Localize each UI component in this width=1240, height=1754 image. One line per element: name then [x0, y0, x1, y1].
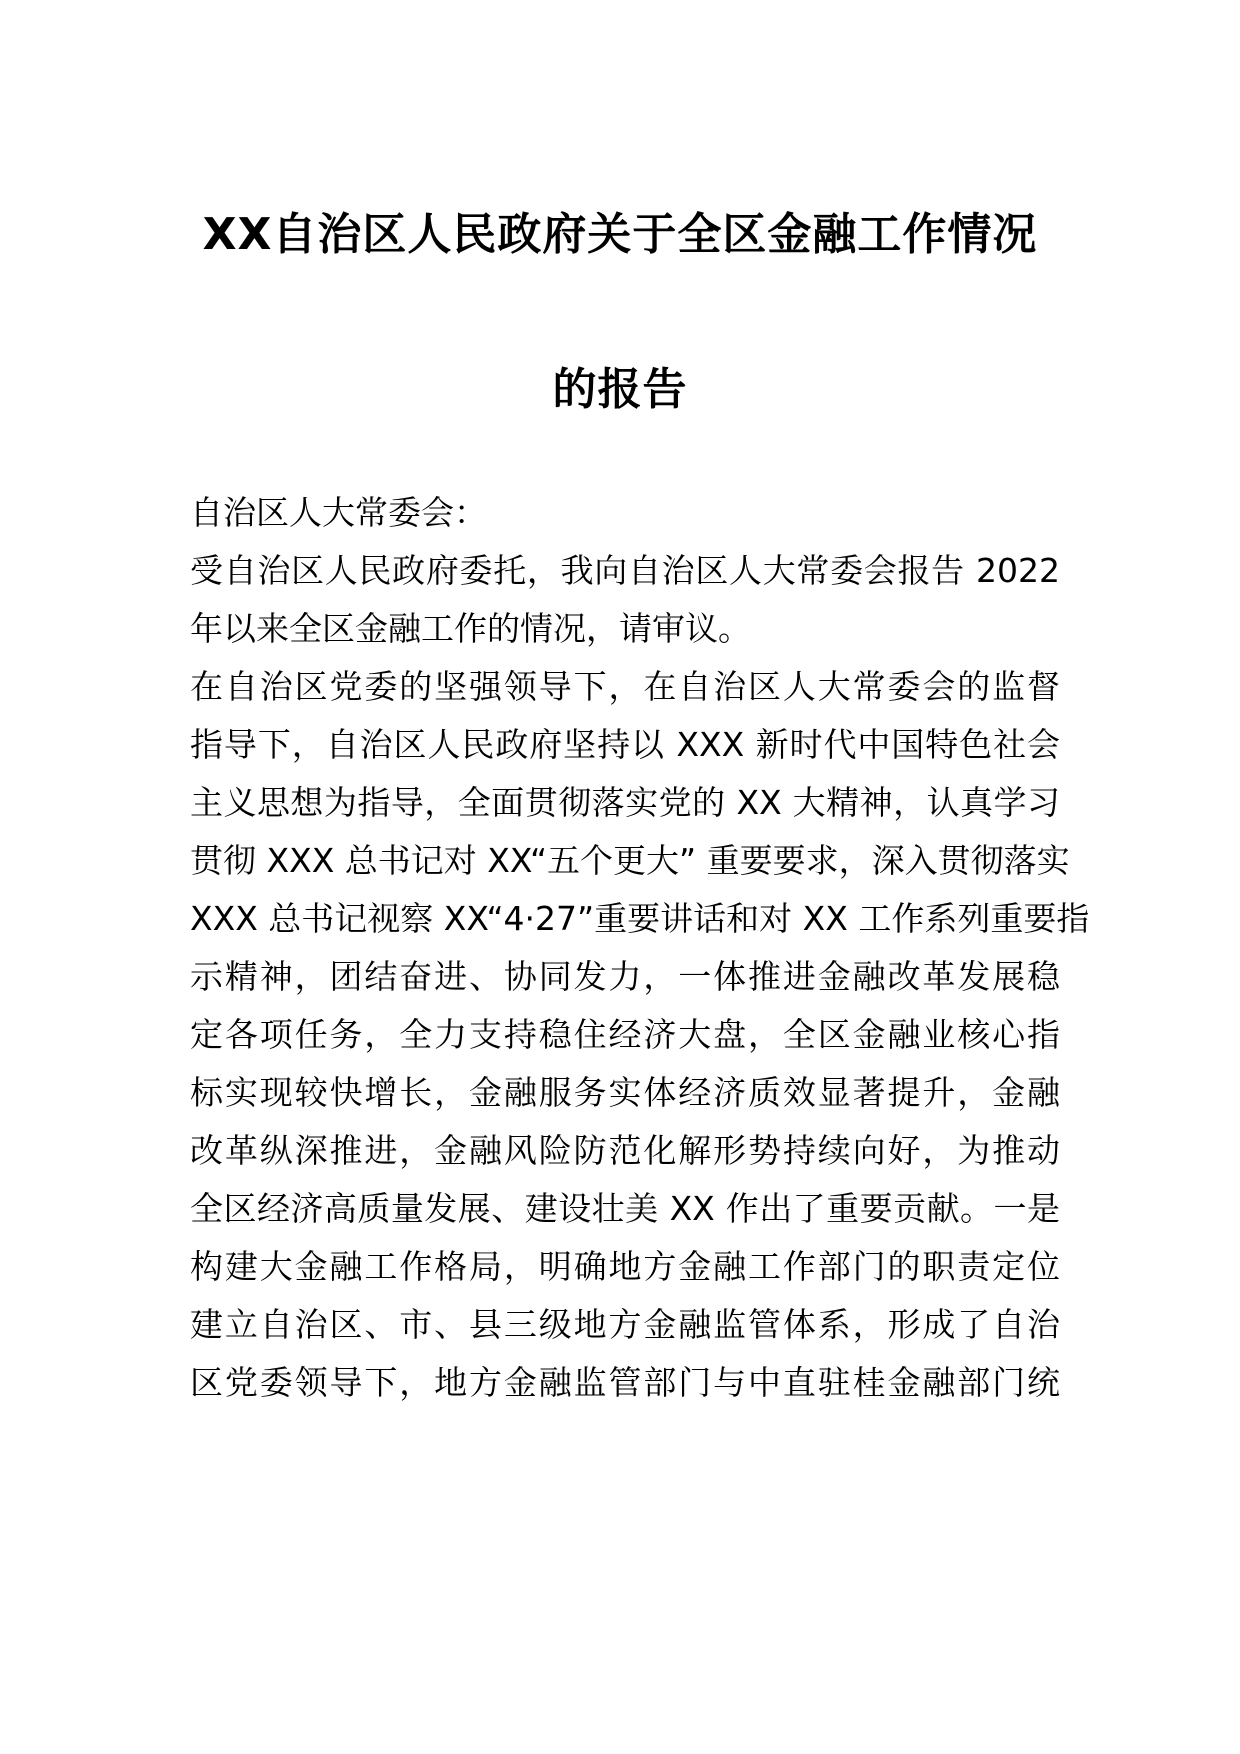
body-line: 改革纵深推进，金融风险防范化解形势持续向好，为推动 [190, 1131, 1060, 1170]
document-title-line-2: 的报告 [552, 364, 688, 415]
body-line: 区党委领导下，地方金融监管部门与中直驻桂金融部门统 [190, 1363, 1060, 1402]
body-line: 指导下，自治区人民政府坚持以 XXX 新时代中国特色社会 [190, 725, 1060, 764]
body-line: 构建大金融工作格局，明确地方金融工作部门的职责定位 [190, 1247, 1060, 1286]
body-line: 主义思想为指导，全面贯彻落实党的 XX 大精神，认真学习 [190, 783, 1060, 822]
body-line: 年以来全区金融工作的情况，请审议。 [190, 609, 751, 648]
body-line: 定各项任务，全力支持稳住经济大盘，全区金融业核心指 [190, 1015, 1060, 1054]
document-title-line-1: XX自治区人民政府关于全区金融工作情况 [202, 209, 1038, 260]
body-line: 贯彻 XXX 总书记对 XX“五个更大” 重要要求，深入贯彻落实 [190, 841, 1070, 880]
body-line: 受自治区人民政府委托，我向自治区人大常委会报告 2022 [190, 551, 1060, 590]
body-line: 示精神，团结奋进、协同发力，一体推进金融改革发展稳 [190, 957, 1060, 996]
body-line: 标实现较快增长，金融服务实体经济质效显著提升，金融 [190, 1073, 1060, 1112]
body-line: 全区经济高质量发展、建设壮美 XX 作出了重要贡献。一是 [190, 1189, 1060, 1228]
body-line: XXX 总书记视察 XX“4·27”重要讲话和对 XX 工作系列重要指 [190, 899, 1090, 938]
body-line: 建立自治区、市、县三级地方金融监管体系，形成了自治 [190, 1305, 1060, 1344]
salutation: 自治区人大常委会： [190, 493, 487, 532]
body-line: 在自治区党委的坚强领导下，在自治区人大常委会的监督 [190, 667, 1060, 706]
